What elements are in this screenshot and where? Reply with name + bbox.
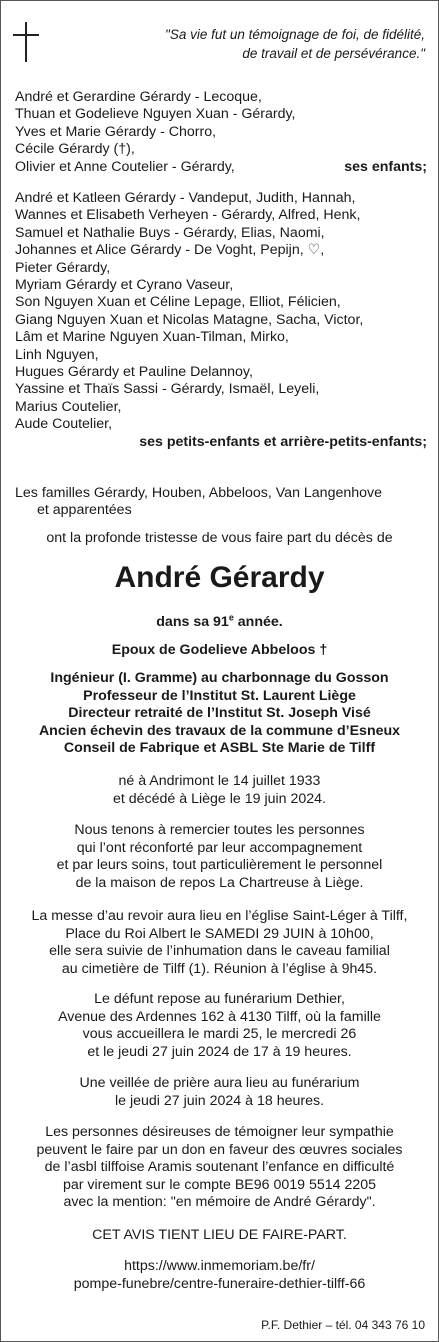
title-line: Conseil de Fabrique et ASBL Ste Marie de Tilff (63, 740, 376, 757)
donation-line: avec la mention: "en mémoire de André Gérardy". (63, 1194, 376, 1211)
thanks-line: qui l’ont réconforté par leur accompagnement (76, 839, 363, 856)
funeral-home-line: et le jeudi 27 juin 2024 de 17 à 19 heures. (87, 1043, 352, 1060)
children-line: Cécile Gérardy (†), (15, 141, 135, 158)
vigil-block (0, 1075, 439, 1110)
mass-line: Place du Roi Albert le SAMEDI 29 JUIN à 10h00, (65, 925, 374, 942)
mass-line: elle sera suivie de l’inhumation dans le caveau familial (49, 943, 390, 960)
title-line: Professeur de l’Institut St. Laurent Liège (83, 687, 356, 704)
families-block (15, 485, 427, 520)
vigil-line: le jeudi 27 juin 2024 à 18 heures. (114, 1092, 325, 1109)
deceased-name: André Gérardy (114, 561, 325, 594)
children-line: André et Gerardine Gérardy - Lecoque, (15, 89, 262, 105)
funeral-home-line: Avenue des Ardennes 162 à 4130 Tilff, où la famille (58, 1008, 381, 1025)
grandchildren-line: Wannes et Elisabeth Verheyen - Gérardy, Alfred, Henk, (15, 207, 361, 224)
funeral-home-block (0, 991, 439, 1061)
age-line (0, 614, 439, 632)
vigil-line: Une veillée de prière aura lieu au funérarium (79, 1075, 360, 1091)
cross-icon (13, 22, 39, 62)
children-last-row (15, 159, 427, 176)
donation-line: par virement sur le compte BE96 0019 5514 2205 (62, 1176, 377, 1193)
grandchildren-line: Linh Nguyen, (15, 346, 99, 363)
donation-line: peuvent le faire par un don en faveur des œuvres sociales (36, 1141, 403, 1158)
grandchildren-label: ses petits-enfants et arrière-petits-enfants; (139, 433, 427, 450)
grandchildren-line: Lâm et Marine Nguyen Xuan-Tilman, Mirko, (15, 329, 289, 346)
donation-line: de l’asbl tilffoise Aramis soutenant l’enfance en difficulté (44, 1159, 395, 1176)
grandchildren-line: André et Katleen Gérardy - Vandeput, Judith, Hannah, (15, 190, 356, 206)
grandchildren-line: Son Nguyen Xuan et Céline Lepage, Elliot, Félicien, (15, 294, 341, 311)
grandchildren-line: Yassine et Thaïs Sassi - Gérardy, Ismaël, Leyeli, (15, 381, 320, 398)
donation-line: Les personnes désireuses de témoigner leur sympathie (45, 1124, 394, 1140)
funeral-director-credit: P.F. Dethier – tél. 04 343 76 10 (261, 1318, 425, 1332)
grandchildren-line: Aude Coutelier, (15, 416, 113, 433)
grandchildren-line: Marius Coutelier, (15, 398, 122, 415)
mass-line: au cimetière de Tilff (1). Réunion à l’église à 9h45. (61, 960, 378, 977)
families-line: Les familles Gérardy, Houben, Abbeloos, Van Langenhove (15, 485, 383, 501)
grandchildren-line: Myriam Gérardy et Cyrano Vaseur, (15, 277, 234, 294)
mass-line: La messe d’au revoir aura lieu en l’église Saint-Léger à Tilff, (31, 908, 408, 924)
thanks-line: de la maison de repos La Chartreuse à Liège. (75, 874, 364, 891)
grandchildren-list (15, 190, 427, 451)
children-list (15, 89, 427, 176)
grandchildren-line: Johannes et Alice Gérardy - De Voght, Pepijn, ♡, (15, 242, 325, 259)
children-line: Olivier et Anne Coutelier - Gérardy, (15, 158, 235, 175)
title-line: Ingénieur (I. Gramme) au charbonnage du Gosson (50, 670, 389, 686)
birth-line: né à Andrimont le 14 juillet 1933 (118, 773, 321, 789)
mass-block (0, 908, 439, 978)
spouse-line (0, 642, 439, 660)
title-line: Ancien échevin des travaux de la commune d’Esneux (38, 722, 401, 739)
grandchildren-line: Samuel et Nathalie Buys - Gérardy, Elias, Naomi, (15, 224, 325, 241)
age-superscript: e (228, 612, 234, 623)
grandchildren-line: Pieter Gérardy, (15, 259, 111, 276)
quote-line: de travail et de persévérance." (242, 46, 425, 61)
funeral-home-line: vous accueillera le mardi 25, le mercredi 26 (82, 1026, 357, 1043)
families-line: et apparentées (37, 502, 132, 519)
spouse-text: Epoux de Godelieve Abbeloos † (111, 642, 328, 658)
donation-block (0, 1124, 439, 1212)
children-line: Thuan et Godelieve Nguyen Xuan - Gérardy, (15, 106, 296, 123)
birth-death-block (0, 773, 439, 808)
quote-line: "Sa vie fut un témoignage de foi, de fidélité, (165, 27, 425, 42)
epigraph-quote (125, 25, 425, 63)
url-line: pompe-funebre/centre-funeraire-dethier-tilff-66 (73, 1275, 366, 1292)
thanks-line: et par leurs soins, tout particulièrement le personnel (56, 857, 383, 874)
grandchildren-line: Hugues Gérardy et Pauline Delannoy, (15, 364, 253, 381)
url-line: https://www.inmemoriam.be/fr/ (124, 1258, 315, 1274)
announcement (0, 530, 439, 548)
thanks-block (0, 822, 439, 892)
announcement-line: ont la profonde tristesse de vous faire part du décès de (46, 530, 393, 546)
url-block (0, 1258, 439, 1293)
title-line: Directeur retraité de l’Institut St. Joseph Visé (68, 705, 371, 722)
notice-line (0, 1227, 439, 1245)
age-text: dans sa 91 (156, 614, 229, 630)
age-text-end: année. (233, 614, 283, 630)
death-line: et décédé à Liège le 19 juin 2024. (113, 790, 326, 807)
notice-text: CET AVIS TIENT LIEU DE FAIRE-PART. (92, 1227, 347, 1243)
funeral-home-line: Le défunt repose au funérarium Dethier, (94, 991, 345, 1007)
grandchildren-line: Giang Nguyen Xuan et Nicolas Matagne, Sacha, Victor, (15, 311, 364, 328)
titles-block (0, 670, 439, 758)
children-label: ses enfants; (344, 158, 427, 175)
thanks-line: Nous tenons à remercier toutes les personnes (74, 822, 365, 838)
children-line: Yves et Marie Gérardy - Chorro, (15, 123, 217, 140)
